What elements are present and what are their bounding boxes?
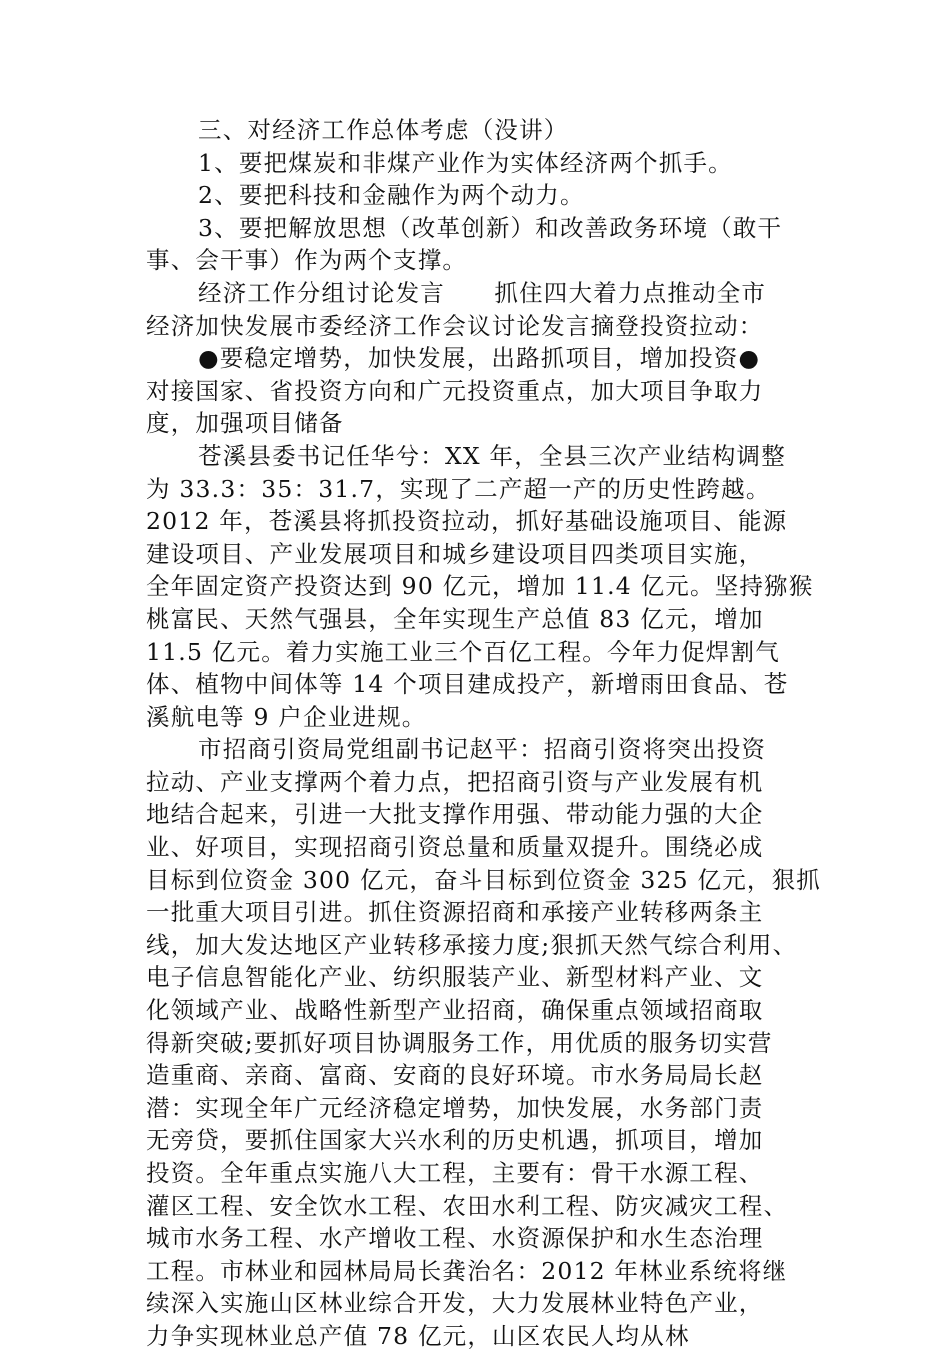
text-line: 续深入实施山区林业综合开发，大力发展林业特色产业， xyxy=(146,1289,764,1318)
text-line: 1、要把煤炭和非煤产业作为实体经济两个抓手。 xyxy=(198,148,733,177)
text-line: 力争实现林业总产值 78 亿元，山区农民人均从林 xyxy=(146,1321,690,1350)
text-line: 业、好项目，实现招商引资总量和质量双提升。围绕必成 xyxy=(146,833,764,862)
text-line: 城市水务工程、水产增收工程、水资源保护和水生态治理 xyxy=(146,1224,764,1253)
text-line: 对接国家、省投资方向和广元投资重点，加大项目争取力 xyxy=(146,376,764,405)
text-line: 工程。市林业和园林局局长龚治名：2012 年林业系统将继 xyxy=(146,1256,788,1285)
text-line: 桃富民、天然气强县，全年实现生产总值 83 亿元，增加 xyxy=(146,604,764,633)
text-line: 苍溪县委书记任华兮：XX 年，全县三次产业结构调整 xyxy=(198,441,786,470)
text-line: 建设项目、产业发展项目和城乡建设项目四类项目实施， xyxy=(146,539,764,568)
text-line: 无旁贷，要抓住国家大兴水利的历史机遇，抓项目，增加 xyxy=(146,1126,764,1155)
text-line: 电子信息智能化产业、纺织服装产业、新型材料产业、文 xyxy=(146,963,764,992)
text-line: 3、要把解放思想（改革创新）和改善政务环境（敢干 xyxy=(198,213,783,242)
text-line: 为 33.3：35：31.7，实现了二产超一产的历史性跨越。 xyxy=(146,474,771,503)
text-line: 事、会干事）作为两个支撑。 xyxy=(146,246,468,275)
text-line: 拉动、产业支撑两个着力点，把招商引资与产业发展有机 xyxy=(146,767,764,796)
text-line: 经济加快发展市委经济工作会议讨论发言摘登投资拉动： xyxy=(146,311,764,340)
text-line: 灌区工程、安全饮水工程、农田水利工程、防灾减灾工程、 xyxy=(146,1191,789,1220)
text-line: 经济工作分组讨论发言 抓住四大着力点推动全市 xyxy=(198,278,767,307)
text-line: 全年固定资产投资达到 90 亿元，增加 11.4 亿元。坚持猕猴 xyxy=(146,572,814,601)
text-line: 造重商、亲商、富商、安商的良好环境。市水务局局长赵 xyxy=(146,1061,764,1090)
text-line: 11.5 亿元。着力实施工业三个百亿工程。今年力促焊割气 xyxy=(146,637,780,666)
text-line: 2012 年，苍溪县将抓投资拉动，抓好基础设施项目、能源 xyxy=(146,507,788,536)
text-line: 目标到位资金 300 亿元，奋斗目标到位资金 325 亿元，狠抓 xyxy=(146,865,821,894)
text-line: ●要稳定增势，加快发展，出路抓项目，增加投资● xyxy=(198,344,761,373)
text-line: 市招商引资局党组副书记赵平：招商引资将突出投资 xyxy=(198,735,767,764)
text-line: 得新突破;要抓好项目协调服务工作，用优质的服务切实营 xyxy=(146,1028,773,1057)
document-body xyxy=(146,114,821,1353)
text-line: 潜：实现全年广元经济稳定增势，加快发展，水务部门责 xyxy=(146,1093,764,1122)
text-line: 投资。全年重点实施八大工程，主要有：骨干水源工程、 xyxy=(146,1159,764,1187)
text-line: 2、要把科技和金融作为两个动力。 xyxy=(198,181,585,210)
text-line: 度，加强项目储备 xyxy=(146,409,344,438)
text-line: 溪航电等 9 户企业进规。 xyxy=(146,702,427,731)
text-line: 三、对经济工作总体考虑（没讲） xyxy=(198,116,569,144)
text-line: 一批重大项目引进。抓住资源招商和承接产业转移两条主 xyxy=(146,898,764,927)
text-line: 地结合起来，引进一大批支撑作用强、带动能力强的大企 xyxy=(146,800,764,829)
text-line: 体、植物中间体等 14 个项目建成投产，新增雨田食品、苍 xyxy=(146,670,789,699)
text-line: 线，加大发达地区产业转移承接力度;狠抓天然气综合利用、 xyxy=(146,930,798,959)
text-line: 化领域产业、战略性新型产业招商，确保重点领域招商取 xyxy=(146,996,764,1025)
